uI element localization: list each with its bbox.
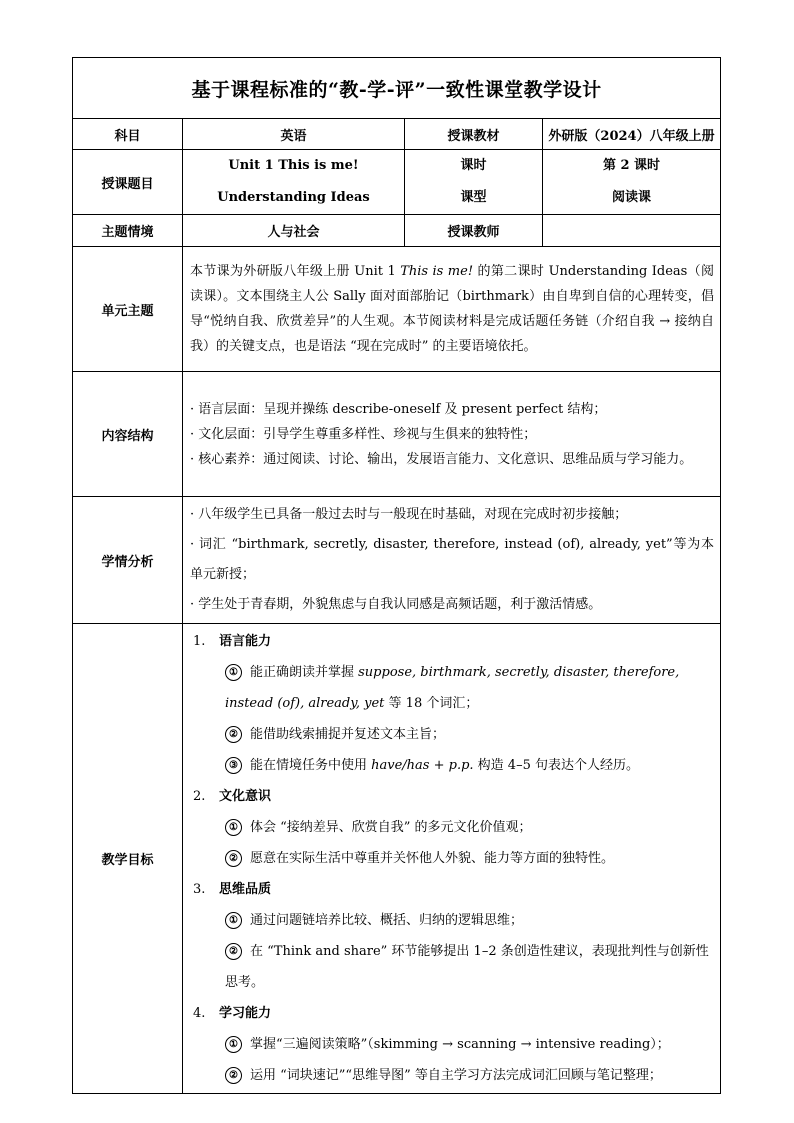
content-structure-list (183, 372, 721, 497)
topic-unit: Unit 1 This is me! (228, 158, 359, 173)
goal-heading-learning: 4. 学习能力 (193, 1006, 272, 1021)
goal-item: ② 在 “Think and share” 环节能够提出 1–2 条创造性建议，表现批判性与创新性思考。 (225, 944, 709, 990)
unit-theme-text-part2: 的第二课时 Understanding Ideas（阅读课）。文本围绕主人公 Sally 面对面部胎记（birthmark）由自卑到自信的心理转变，倡导“悦纳自我、欣赏差异”的人生观。本节阅读材料是完成话题任务链（介绍自我 → 接纳自我）的关键支点，也是语法 “现在完成时” 的主要语境依托。 (190, 264, 715, 354)
circle-2-icon: ② (225, 726, 242, 743)
material-value: 外研版（2024）八年级上册 (543, 119, 721, 150)
circle-1-icon: ① (225, 664, 242, 681)
list-item: · 词汇 “birthmark, secretly, disaster, therefore, instead (of), already, yet”等为本单元新授； (190, 537, 715, 582)
period-type-labels (405, 150, 543, 215)
subject-row (73, 119, 721, 150)
goal-item: ① 体会 “接纳差异、欣赏自我” 的多元文化价值观； (193, 812, 714, 843)
goals-content (183, 624, 721, 1094)
context-row (73, 215, 721, 247)
goal-heading-thinking: 3. 思维品质 (193, 882, 272, 897)
circle-1-icon: ① (225, 912, 242, 929)
goal-item: ② 能借助线索捕捉并复述文本主旨； (193, 719, 714, 750)
context-label: 主题情境 (73, 215, 183, 247)
subject-label: 科目 (73, 119, 183, 150)
grammar-formula: have/has + p.p. (371, 758, 474, 773)
unit-theme-text-part1: 本节课为外研版八年级上册 Unit 1 (190, 264, 401, 279)
lesson-plan-table (72, 57, 721, 1094)
circle-2-icon: ② (225, 1067, 242, 1084)
unit-title-italic: This is me! (400, 264, 474, 279)
topic-section: Understanding Ideas (217, 190, 370, 205)
period-label: 课时 (460, 158, 487, 173)
goal-item: ② 愿意在实际生活中尊重并关怀他人外貌、能力等方面的独特性。 (193, 843, 714, 874)
title-row (73, 58, 721, 119)
goals-row (73, 624, 721, 1094)
list-item: · 学生处于青春期，外貌焦虑与自我认同感是高频话题，利于激活情感。 (190, 597, 602, 612)
goal-item: ① 通过问题链培养比较、概括、归纳的逻辑思维； (193, 905, 714, 936)
goal-item: ① 能正确朗读并掌握 suppose, birthmark, secretly, disaster, therefore, instead (of), already, yet 等 18 个词汇； (225, 665, 680, 711)
goal-item: ③ 能在情境任务中使用 have/has + p.p. 构造 4–5 句表达个人经历。 (193, 750, 714, 781)
type-value: 阅读课 (612, 190, 652, 205)
goal-item: ① 掌握“三遍阅读策略”（skimming → scanning → intensive reading）； (193, 1029, 714, 1060)
topic-row (73, 150, 721, 215)
period-value: 第 2 课时 (602, 158, 661, 173)
teacher-label: 授课教师 (405, 215, 543, 247)
period-type-values (543, 150, 721, 215)
goal-heading-language: 1. 语言能力 (193, 634, 272, 649)
lesson-plan-sheet (72, 57, 720, 1094)
material-label: 授课教材 (405, 119, 543, 150)
circle-2-icon: ② (225, 943, 242, 960)
topic-value (183, 150, 405, 215)
circle-1-icon: ① (225, 819, 242, 836)
unit-theme-label: 单元主题 (73, 247, 183, 372)
context-value: 人与社会 (183, 215, 405, 247)
content-structure-label: 内容结构 (73, 372, 183, 497)
goals-label: 教学目标 (73, 624, 183, 1094)
circle-1-icon: ① (225, 1036, 242, 1053)
circle-3-icon: ③ (225, 757, 242, 774)
analysis-row (73, 497, 721, 624)
goal-heading-culture: 2. 文化意识 (193, 789, 272, 804)
unit-theme-row (73, 247, 721, 372)
circle-2-icon: ② (225, 850, 242, 867)
list-item: · 八年级学生已具备一般过去时与一般现在时基础，对现在完成时初步接触； (190, 507, 628, 522)
goal-item: ② 运用 “词块速记”“思维导图” 等自主学习方法完成词汇回顾与笔记整理； (193, 1060, 714, 1091)
vocab-list: suppose, birthmark, secretly, disaster, therefore, instead (of), already, yet (225, 665, 680, 711)
type-label: 课型 (460, 190, 487, 205)
list-item: · 文化层面：引导学生尊重多样性、珍视与生俱来的独特性； (190, 426, 537, 442)
subject-value: 英语 (183, 119, 405, 150)
list-item: · 语言层面：呈现并操练 describe-oneself 及 present perfect 结构； (190, 401, 607, 417)
topic-label: 授课题目 (73, 150, 183, 215)
teacher-value (543, 215, 721, 247)
list-item: · 核心素养：通过阅读、讨论、输出，发展语言能力、文化意识、思维品质与学习能力。 (190, 451, 693, 467)
unit-theme-text (183, 247, 721, 372)
analysis-label: 学情分析 (73, 497, 183, 624)
document-title: 基于课程标准的“教-学-评”一致性课堂教学设计 (73, 58, 721, 119)
analysis-list (183, 497, 721, 624)
content-structure-row (73, 372, 721, 497)
